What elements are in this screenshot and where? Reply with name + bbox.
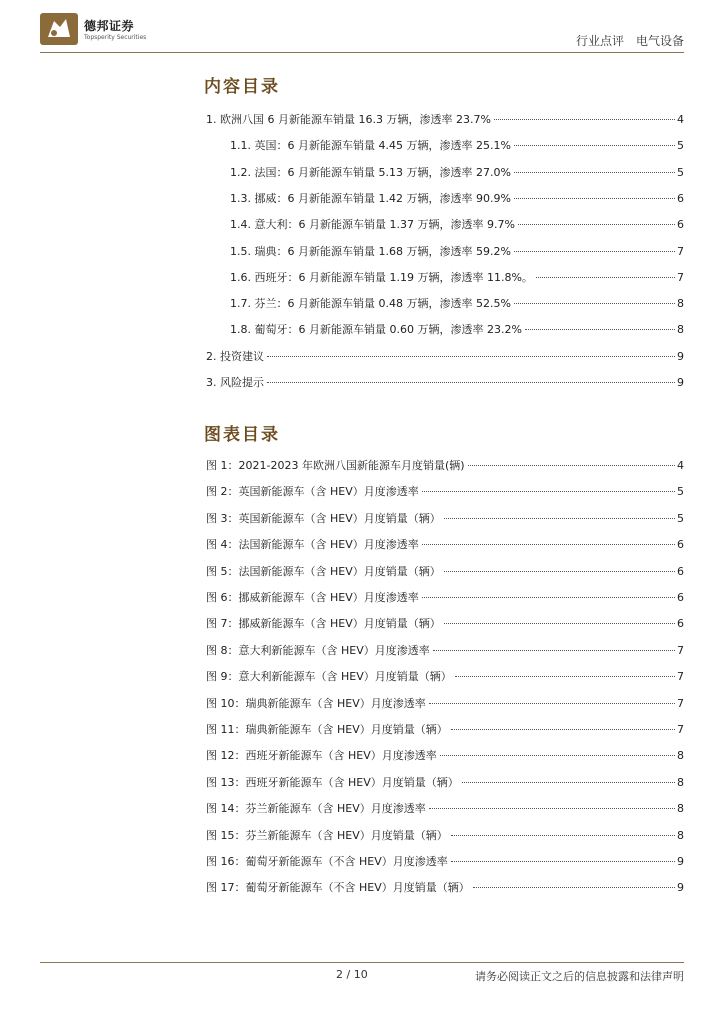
toc-entry-text: 1.7. 芬兰：6 月新能源车销量 0.48 万辆，渗透率 52.5%	[230, 297, 511, 311]
logo-cn: 德邦证券	[84, 19, 135, 33]
leader-dots	[444, 571, 675, 572]
figure-entry-text: 图 14：芬兰新能源车（含 HEV）月度渗透率	[206, 802, 426, 816]
figure-entry-text: 图 11：瑞典新能源车（含 HEV）月度销量（辆）	[206, 723, 448, 736]
leader-dots	[514, 145, 675, 146]
toc-entry-page: 9	[677, 376, 684, 389]
toc-entry-page: 5	[677, 139, 684, 153]
figure-entry-text: 图 13：西班牙新能源车（含 HEV）月度销量（辆）	[206, 775, 459, 789]
toc-entry-text: 1.4. 意大利：6 月新能源车销量 1.37 万辆，渗透率 9.7%	[230, 218, 515, 232]
figure-entry-text: 图 16：葡萄牙新能源车（不含 HEV）月度渗透率	[206, 855, 448, 868]
leader-dots	[451, 729, 675, 730]
disclaimer-note: 请务必阅读正文之后的信息披露和法律声明	[475, 970, 684, 983]
leader-dots	[267, 356, 675, 357]
figure-entry-text: 图 5：法国新能源车（含 HEV）月度销量（辆）	[206, 564, 441, 578]
figure-entry-row[interactable]	[206, 801, 684, 817]
toc-entry-text: 1.3. 挪威：6 月新能源车销量 1.42 万辆，渗透率 90.9%	[230, 191, 511, 205]
figure-entry-text: 图 6：挪威新能源车（含 HEV）月度渗透率	[206, 591, 419, 604]
footer-divider	[40, 962, 684, 963]
page-header	[0, 0, 724, 60]
leader-dots	[444, 518, 675, 519]
leader-dots	[494, 119, 675, 120]
toc-entry-text: 2. 投资建议	[206, 349, 264, 363]
figure-entry-text: 图 1：2021-2023 年欧洲八国新能源车月度销量(辆)	[206, 459, 465, 472]
toc-entry-page: 6	[677, 218, 684, 232]
figure-entry-text: 图 2：英国新能源车（含 HEV）月度渗透率	[206, 485, 419, 499]
toc-entry-row[interactable]	[206, 349, 684, 365]
toc-entry-text: 1.2. 法国：6 月新能源车销量 5.13 万辆，渗透率 27.0%	[230, 165, 511, 179]
report-category: 行业点评 电气设备	[575, 34, 684, 48]
figure-entry-text: 图 10：瑞典新能源车（含 HEV）月度渗透率	[206, 696, 426, 710]
toc-entry-row[interactable]	[230, 217, 684, 233]
toc-entry-page: 6	[677, 191, 684, 205]
leader-dots	[444, 623, 675, 624]
logo-en: Topsperity Securities	[84, 34, 147, 41]
figure-entry-row[interactable]	[206, 616, 684, 632]
figure-entry-page: 8	[677, 749, 684, 763]
figure-entry-text: 图 9：意大利新能源车（含 HEV）月度销量（辆）	[206, 670, 452, 684]
header-divider	[40, 52, 684, 53]
figure-entry-row[interactable]	[206, 669, 684, 685]
figure-entry-row[interactable]	[206, 537, 684, 553]
toc-entry-text: 3. 风险提示	[206, 376, 264, 389]
figure-entry-row[interactable]	[206, 748, 684, 764]
toc-entry-page: 7	[677, 244, 684, 258]
figure-entry-row[interactable]	[206, 564, 684, 580]
leader-dots	[429, 703, 675, 704]
figure-entry-text: 图 12：西班牙新能源车（含 HEV）月度渗透率	[206, 749, 437, 763]
figure-entry-row[interactable]	[206, 458, 684, 474]
figure-entry-page: 5	[677, 485, 684, 499]
figure-entry-row[interactable]	[206, 643, 684, 659]
leader-dots	[518, 224, 675, 225]
toc-entry-row[interactable]	[206, 375, 684, 391]
figure-entry-text: 图 4：法国新能源车（含 HEV）月度渗透率	[206, 538, 419, 552]
figure-entry-row[interactable]	[206, 880, 684, 896]
leader-dots	[536, 277, 675, 278]
figure-entry-page: 8	[677, 775, 684, 789]
leader-dots	[514, 251, 675, 252]
toc-title: 内容目录	[204, 77, 280, 97]
logo-icon	[40, 13, 78, 45]
figure-entry-text: 图 7：挪威新能源车（含 HEV）月度销量（辆）	[206, 617, 441, 631]
figure-entry-row[interactable]	[206, 775, 684, 791]
leader-dots	[455, 676, 675, 677]
leader-dots	[514, 198, 675, 199]
leader-dots	[422, 597, 675, 598]
figure-entry-page: 6	[677, 564, 684, 578]
leader-dots	[473, 887, 675, 888]
leader-dots	[429, 808, 675, 809]
toc-entry-text: 1.1. 英国：6 月新能源车销量 4.45 万辆，渗透率 25.1%	[230, 139, 511, 153]
figure-entry-page: 7	[677, 723, 684, 736]
toc-entry-row[interactable]	[230, 191, 684, 207]
figure-entry-page: 7	[677, 696, 684, 710]
figure-entry-page: 8	[677, 828, 684, 842]
figure-entry-page: 6	[677, 591, 684, 604]
figure-entry-row[interactable]	[206, 722, 684, 738]
toc-entry-page: 8	[677, 297, 684, 311]
toc-entry-text: 1. 欧洲八国 6 月新能源车销量 16.3 万辆，渗透率 23.7%	[206, 113, 491, 126]
toc-entry-row[interactable]	[206, 112, 684, 128]
figure-entry-text: 图 17：葡萄牙新能源车（不含 HEV）月度销量（辆）	[206, 881, 470, 895]
toc-entry-page: 5	[677, 165, 684, 179]
toc-entry-row[interactable]	[230, 270, 684, 286]
figure-entry-row[interactable]	[206, 828, 684, 844]
figure-entry-page: 9	[677, 881, 684, 895]
leader-dots	[525, 329, 675, 330]
toc-entry-page: 9	[677, 349, 684, 363]
fig-title: 图表目录	[204, 425, 280, 445]
toc-entry-text: 1.8. 葡萄牙：6 月新能源车销量 0.60 万辆，渗透率 23.2%	[230, 323, 522, 337]
figure-entry-row[interactable]	[206, 484, 684, 500]
toc-entry-row[interactable]	[230, 296, 684, 312]
leader-dots	[422, 544, 675, 545]
figure-entry-page: 5	[677, 511, 684, 525]
leader-dots	[440, 755, 675, 756]
figure-entry-row[interactable]	[206, 590, 684, 606]
figure-entry-row[interactable]	[206, 511, 684, 527]
leader-dots	[514, 172, 675, 173]
figure-entry-page: 4	[677, 459, 684, 472]
leader-dots	[462, 782, 675, 783]
toc-entry-row[interactable]	[230, 165, 684, 181]
leader-dots	[451, 835, 675, 836]
toc-entry-page: 4	[677, 113, 684, 126]
leader-dots	[451, 861, 675, 862]
toc-entry-text: 1.5. 瑞典：6 月新能源车销量 1.68 万辆，渗透率 59.2%	[230, 244, 511, 258]
figure-entry-row[interactable]	[206, 696, 684, 712]
figure-entry-page: 7	[677, 670, 684, 684]
leader-dots	[422, 491, 675, 492]
toc-entry-page: 7	[677, 270, 684, 284]
leader-dots	[468, 465, 675, 466]
leader-dots	[514, 303, 675, 304]
figure-entry-page: 6	[677, 617, 684, 631]
figure-entry-text: 图 3：英国新能源车（含 HEV）月度销量（辆）	[206, 511, 441, 525]
figure-entry-text: 图 8：意大利新能源车（含 HEV）月度渗透率	[206, 643, 430, 657]
leader-dots	[267, 382, 675, 383]
company-logo	[40, 13, 164, 47]
figure-entry-page: 8	[677, 802, 684, 816]
page-number: 2 / 10	[336, 968, 368, 981]
toc-entry-row[interactable]	[230, 138, 684, 154]
toc-entry-row[interactable]	[230, 244, 684, 260]
leader-dots	[433, 650, 675, 651]
figure-entry-text: 图 15：芬兰新能源车（含 HEV）月度销量（辆）	[206, 828, 448, 842]
figure-entry-page: 9	[677, 855, 684, 868]
figure-entry-page: 7	[677, 643, 684, 657]
toc-entry-page: 8	[677, 323, 684, 337]
toc-entry-row[interactable]	[230, 322, 684, 338]
figure-entry-page: 6	[677, 538, 684, 552]
toc-entry-text: 1.6. 西班牙：6 月新能源车销量 1.19 万辆，渗透率 11.8%。	[230, 270, 533, 284]
figure-entry-row[interactable]	[206, 854, 684, 870]
